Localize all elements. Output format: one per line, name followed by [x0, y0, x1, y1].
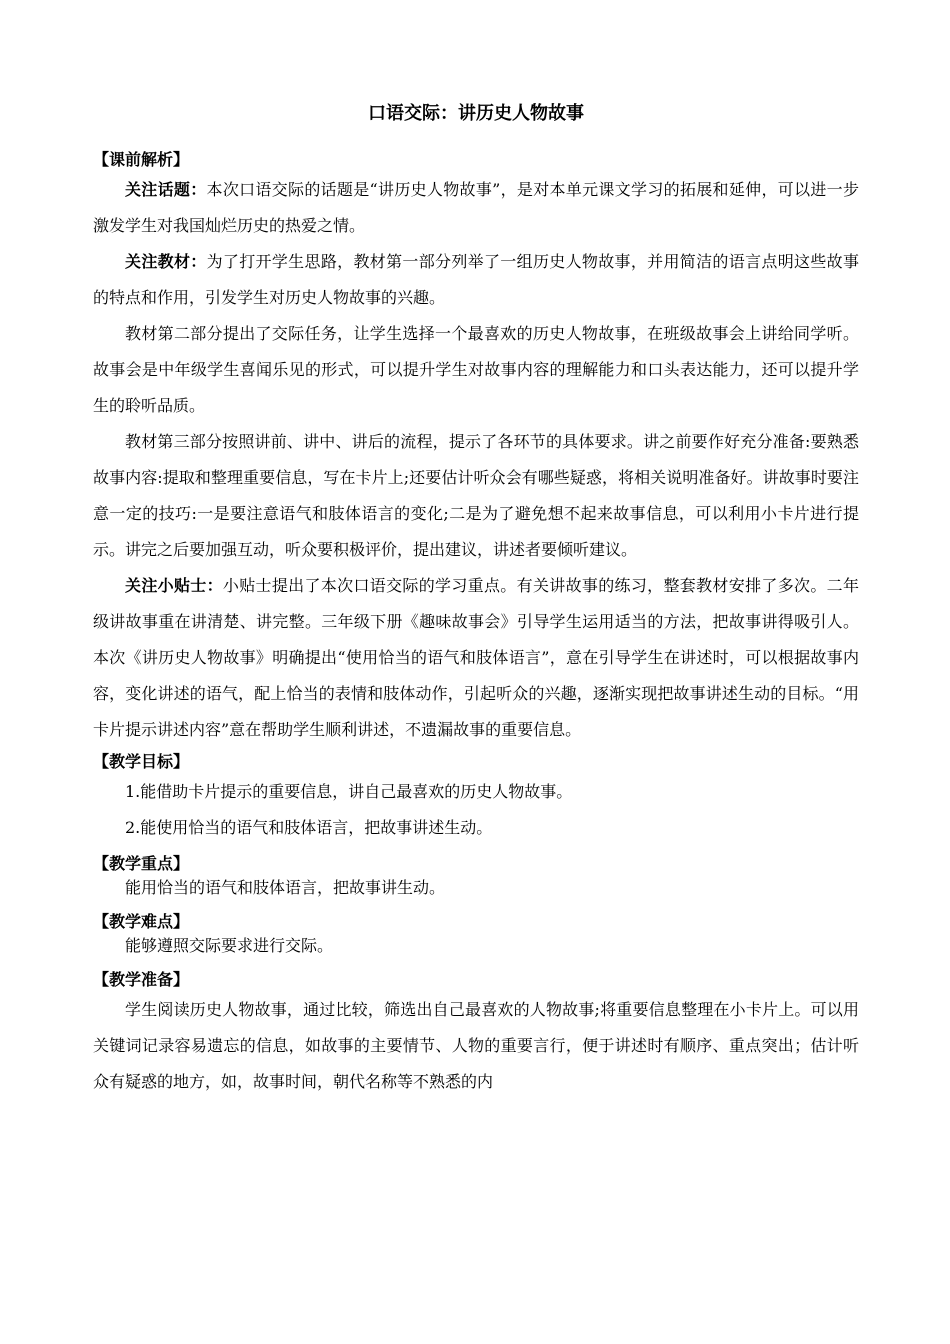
preparation-heading: 【教学准备】 — [93, 970, 190, 989]
objectives-heading: 【教学目标】 — [93, 752, 190, 771]
difficulty-text: 能够遵照交际要求进行交际。 — [125, 936, 334, 955]
document-title: 口语交际：讲历史人物故事 — [368, 103, 584, 124]
tips-paragraph — [93, 568, 859, 748]
objective-item: 1.能借助卡片提示的重要信息，讲自己最喜欢的历史人物故事。 — [125, 782, 573, 801]
textbook-part2-paragraph: 教材第二部分提出了交际任务，让学生选择一个最喜欢的历史人物故事，在班级故事会上讲给同学听。故事会是中年级学生喜闻乐见的形式，可以提升学生对故事内容的理解能力和口头表达能力，还可以提升学生的聆听品质。 — [93, 324, 859, 415]
document-page — [93, 100, 859, 1100]
objective-item: 2.能使用恰当的语气和肢体语言，把故事讲述生动。 — [125, 818, 493, 837]
tips-lead: 关注小贴士： — [125, 576, 223, 595]
textbook-part3-paragraph: 教材第三部分按照讲前、讲中、讲后的流程，提示了各环节的具体要求。讲之前要作好充分准备:要熟悉故事内容:提取和整理重要信息，写在卡片上;还要估计听众会有哪些疑惑，将相关说明准备好。讲故事时要注意一定的技巧:一是要注意语气和肢体语言的变化;二是为了避免想不起来故事信息，可以利用小卡片进行提示。讲完之后要加强互动，听众要积极评价，提出建议，讲述者要倾听建议。 — [93, 432, 859, 559]
key-point-text: 能用恰当的语气和肢体语言，把故事讲生动。 — [125, 878, 446, 897]
textbook-paragraph — [93, 244, 859, 316]
textbook-text: 为了打开学生思路，教材第一部分列举了一组历史人物故事，并用简洁的语言点明这些故事的特点和作用，引发学生对历史人物故事的兴趣。 — [93, 252, 859, 307]
topic-paragraph — [93, 172, 859, 244]
topic-text: 本次口语交际的话题是“讲历史人物故事”，是对本单元课文学习的拓展和延伸，可以进一步激发学生对我国灿烂历史的热爱之情。 — [93, 180, 859, 235]
difficulty-heading: 【教学难点】 — [93, 912, 190, 931]
key-point-heading: 【教学重点】 — [93, 854, 190, 873]
tips-text: 小贴士提出了本次口语交际的学习重点。有关讲故事的练习，整套教材安排了多次。二年级讲故事重在讲清楚、讲完整。三年级下册《趣味故事会》引导学生运用适当的方法，把故事讲得吸引人。本次《讲历史人物故事》明确提出“使用恰当的语气和肢体语言”，意在引导学生在讲述时，可以根据故事内容，变化讲述的语气，配上恰当的表情和肢体动作，引起听众的兴趣，逐渐实现把故事讲述生动的目标。“用卡片提示讲述内容”意在帮助学生顺利讲述，不遗漏故事的重要信息。 — [93, 576, 859, 739]
textbook-lead: 关注教材： — [125, 252, 207, 271]
topic-lead: 关注话题： — [125, 180, 207, 199]
preparation-paragraph: 学生阅读历史人物故事，通过比较，筛选出自己最喜欢的人物故事;将重要信息整理在小卡片上。可以用关键词记录容易遗忘的信息，如故事的主要情节、人物的重要言行，便于讲述时有顺序、重点突出；估计听众有疑惑的地方，如，故事时间，朝代名称等不熟悉的内 — [93, 1000, 859, 1091]
pre-analysis-heading: 【课前解析】 — [93, 150, 190, 169]
